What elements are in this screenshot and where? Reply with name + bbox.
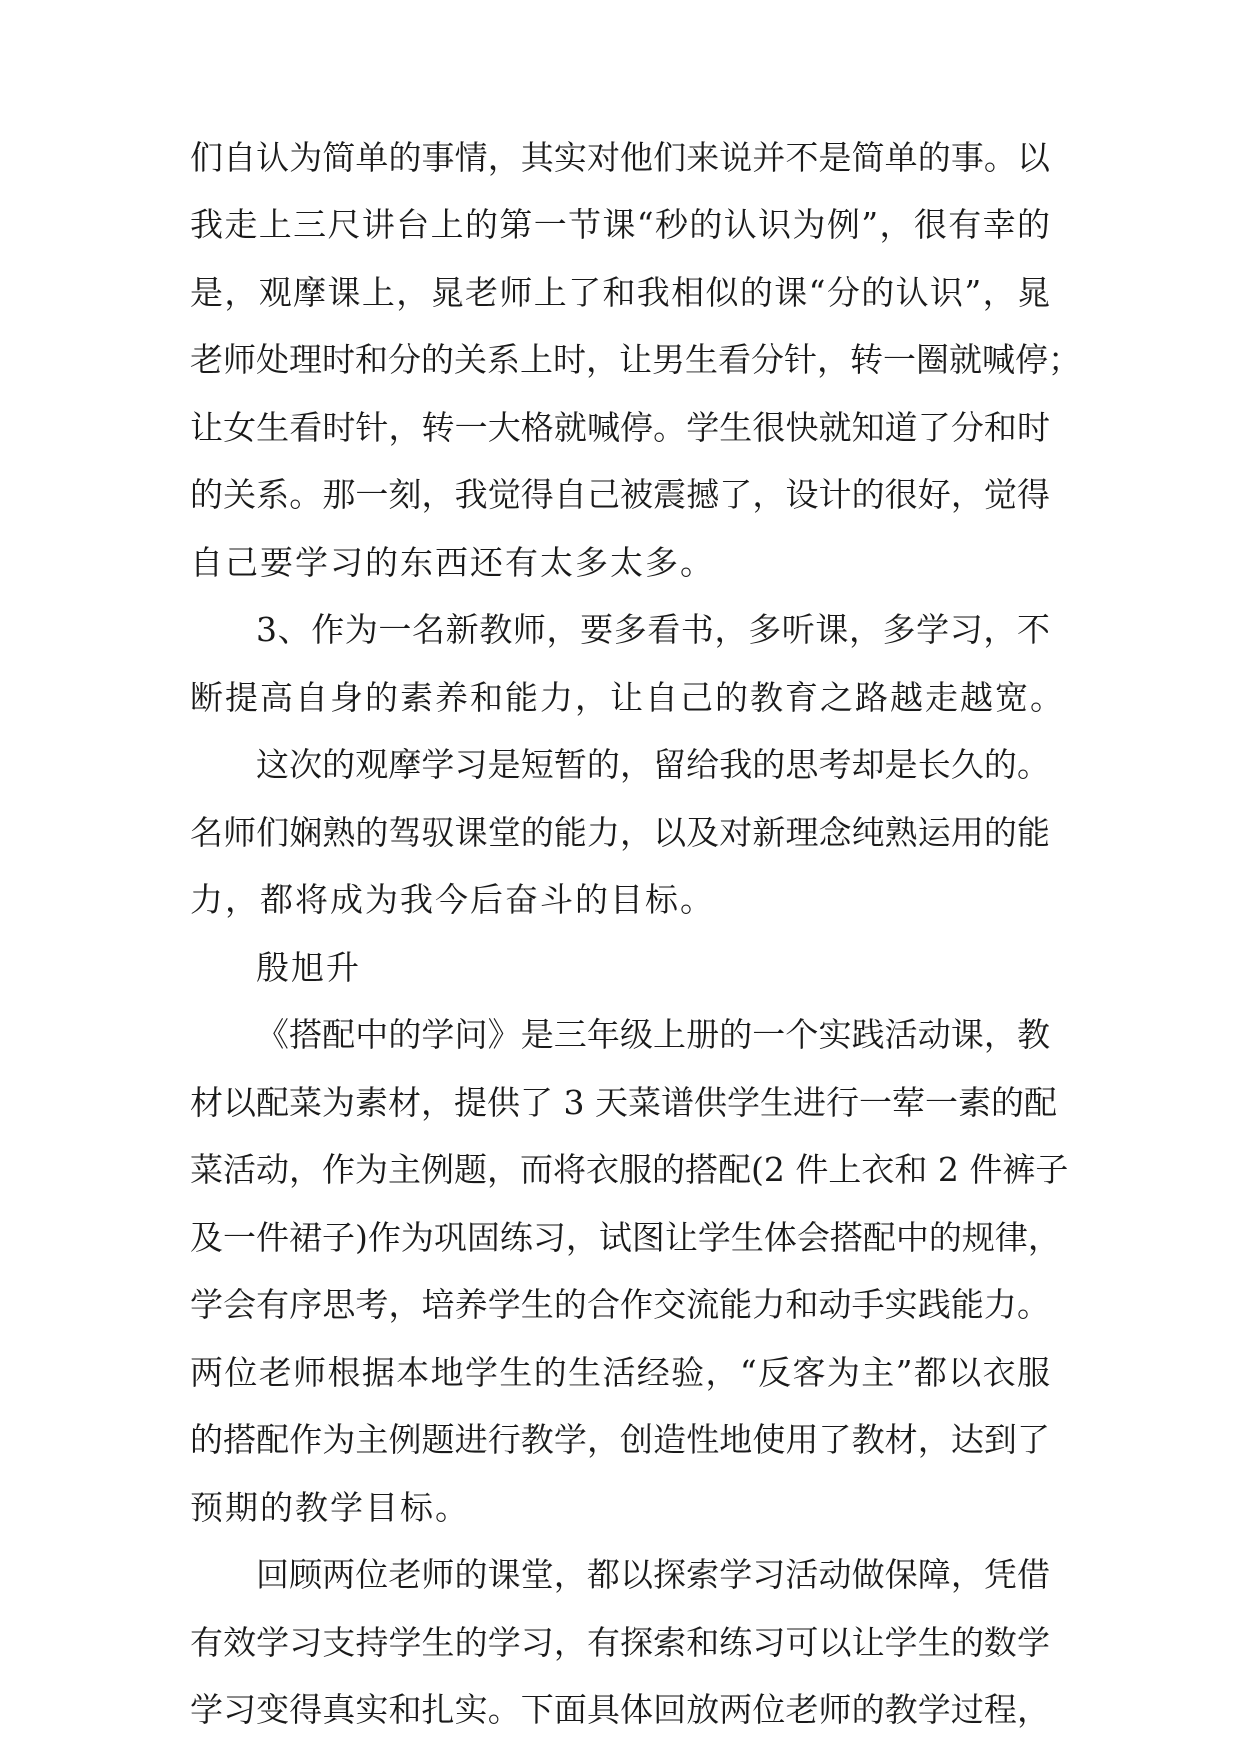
text-line: 《搭配中的学问》是三年级上册的一个实践活动课，教 bbox=[256, 1015, 1050, 1054]
text-line: 的关系。那一刻，我觉得自己被震撼了，设计的很好，觉得 bbox=[190, 475, 1050, 514]
text-line: 自己要学习的东西还有太多太多。 bbox=[190, 543, 715, 582]
text-line: 预期的教学目标。 bbox=[190, 1488, 470, 1527]
text-line: 我走上三尺讲台上的第一节课“秒的认识为例”，很有幸的 bbox=[190, 205, 1050, 244]
text-line: 是，观摩课上，晁老师上了和我相似的课“分的认识”，晁 bbox=[190, 273, 1050, 312]
text-line: 两位老师根据本地学生的生活经验，“反客为主”都以衣服 bbox=[190, 1353, 1050, 1392]
text-line: 断提高自身的素养和能力，让自己的教育之路越走越宽。 bbox=[190, 678, 1065, 717]
text-line: 3、作为一名新教师，要多看书，多听课，多学习，不 bbox=[256, 610, 1050, 649]
text-line: 这次的观摩学习是短暂的，留给我的思考却是长久的。 bbox=[256, 745, 1050, 784]
text-line: 及一件裙子)作为巩固练习，试图让学生体会搭配中的规律， bbox=[190, 1218, 1061, 1257]
text-line: 们自认为简单的事情，其实对他们来说并不是简单的事。以 bbox=[190, 138, 1050, 177]
text-line: 力，都将成为我今后奋斗的目标。 bbox=[190, 880, 715, 919]
text-line: 让女生看时针，转一大格就喊停。学生很快就知道了分和时 bbox=[190, 408, 1050, 447]
text-line: 材以配菜为素材，提供了 3 天菜谱供学生进行一荤一素的配 bbox=[190, 1083, 1057, 1122]
text-line: 菜活动，作为主例题，而将衣服的搭配(2 件上衣和 2 件裤子 bbox=[190, 1150, 1069, 1189]
text-line: 学会有序思考，培养学生的合作交流能力和动手实践能力。 bbox=[190, 1285, 1050, 1324]
text-line: 有效学习支持学生的学习，有探索和练习可以让学生的数学 bbox=[190, 1623, 1050, 1662]
text-line: 的搭配作为主例题进行教学，创造性地使用了教材，达到了 bbox=[190, 1420, 1050, 1459]
text-line: 老师处理时和分的关系上时，让男生看分针，转一圈就喊停； bbox=[190, 340, 1081, 379]
text-line: 名师们娴熟的驾驭课堂的能力，以及对新理念纯熟运用的能 bbox=[190, 813, 1050, 852]
text-line: 回顾两位老师的课堂，都以探索学习活动做保障，凭借 bbox=[256, 1555, 1050, 1594]
author-name: 殷旭升 bbox=[256, 948, 361, 987]
text-line: 学习变得真实和扎实。下面具体回放两位老师的教学过程， bbox=[190, 1690, 1050, 1729]
